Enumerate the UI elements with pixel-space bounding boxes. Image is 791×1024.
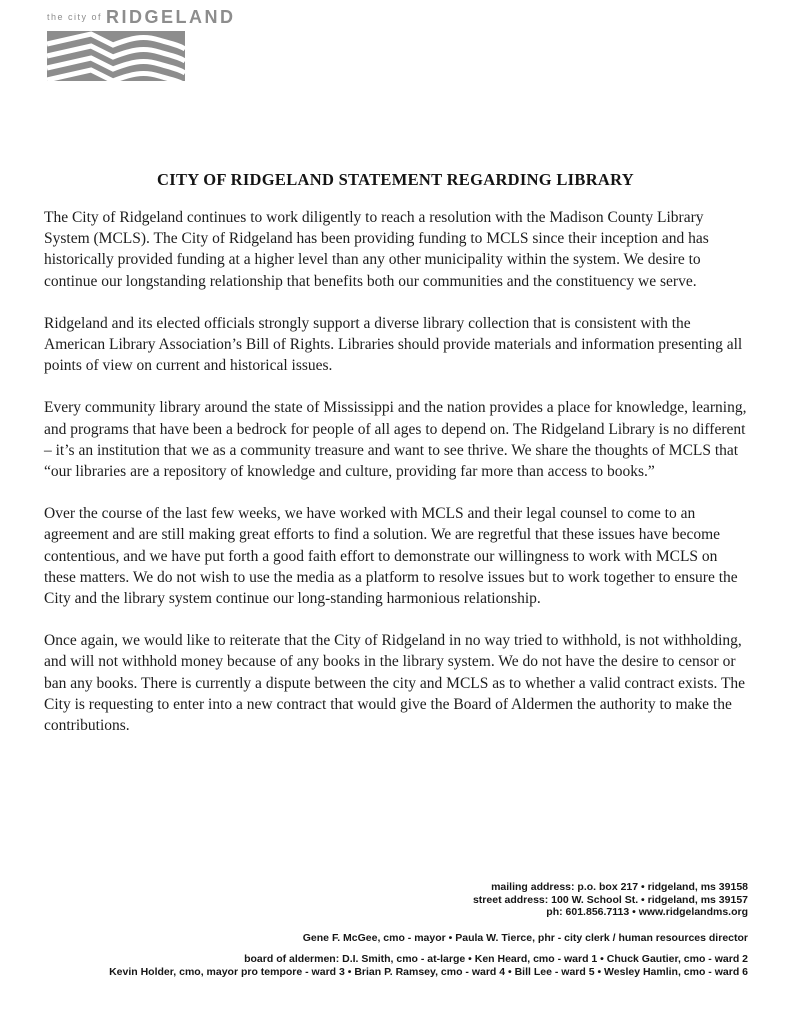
document-body bbox=[44, 207, 749, 757]
paragraph-funding-resolution: The City of Ridgeland continues to work diligently to reach a resolution with the Madison County Library System (MCLS). The City of Ridgeland has been providing funding to MCLS since their inception and has historically provided funding at a higher level than any other municipality within the system. We desire to continue our longstanding relationship that benefits both our communities and the constituency we serve. bbox=[44, 209, 709, 290]
aldermen-block bbox=[18, 953, 748, 978]
paragraph-community-library: Every community library around the state of Mississippi and the nation provides a place for knowledge, learning, and programs that have been a bedrock for people of all ages to depend on. The Ridgeland Library is no different – it’s an institution that we as a community treasure and want to see thrive. We share the thoughts of MCLS that “our libraries are a repository of knowledge and culture, providing far more than access to books.” bbox=[44, 399, 747, 481]
mayor-clerk-line: Gene F. McGee, cmo - mayor • Paula W. Tierce, phr - city clerk / human resources director bbox=[302, 931, 748, 944]
logo-text bbox=[47, 7, 236, 28]
logo-tagline: the city of bbox=[47, 12, 103, 22]
aldermen-line-2: Kevin Holder, cmo, mayor pro tempore - ward 3 • Brian P. Ramsey, cmo - ward 4 • Bill Lee - ward 5 • Wesley Hamlin, cmo - ward 6 bbox=[109, 965, 748, 978]
aldermen-line-1: board of aldermen: D.I. Smith, cmo - at-large • Ken Heard, cmo - ward 1 • Chuck Gautier, cmo - ward 2 bbox=[244, 953, 748, 966]
logo-waves-icon bbox=[47, 31, 185, 81]
street-address-line: street address: 100 W. School St. • ridgeland, ms 39157 bbox=[472, 893, 748, 906]
mailing-address-line: mailing address: p.o. box 217 • ridgeland, ms 39158 bbox=[491, 881, 748, 893]
paragraph-diverse-collection: Ridgeland and its elected officials strongly support a diverse library collection that is consistent with the American Library Association’s Bill of Rights. Libraries should provide materials and information presenting all points of view on current and historical issues. bbox=[44, 314, 743, 375]
address-block bbox=[18, 881, 748, 919]
document-title: CITY OF RIDGELAND STATEMENT REGARDING LIBRARY bbox=[157, 170, 634, 189]
phone-website-line: ph: 601.856.7113 • www.ridgelandms.org bbox=[546, 906, 748, 919]
ridgeland-logo bbox=[47, 7, 236, 81]
paragraph-contract-dispute: Once again, we would like to reiterate that the City of Ridgeland in no way tried to withhold, is not withholding, and will not withhold money because of any books in the library system. We do not have the desire to censor or ban any books. There is currently a dispute between the city and MCLS as to whether a valid contract exists. The City is requesting to enter into a new contract that would give the Board of Aldermen the authority to make the contributions. bbox=[44, 632, 746, 735]
logo-name: RIDGELAND bbox=[106, 7, 236, 27]
paragraph-legal-counsel: Over the course of the last few weeks, we have worked with MCLS and their legal counsel to come to an agreement and are still making great efforts to find a solution. We are regretful that these issues have become contentious, and we have put forth a good faith effort to demonstrate our willingness to work with MCLS on these matters. We do not wish to use the media as a platform to resolve issues but to work together to ensure the City and the library system continue our long-standing harmonious relationship. bbox=[44, 505, 738, 608]
document-footer bbox=[18, 881, 748, 978]
